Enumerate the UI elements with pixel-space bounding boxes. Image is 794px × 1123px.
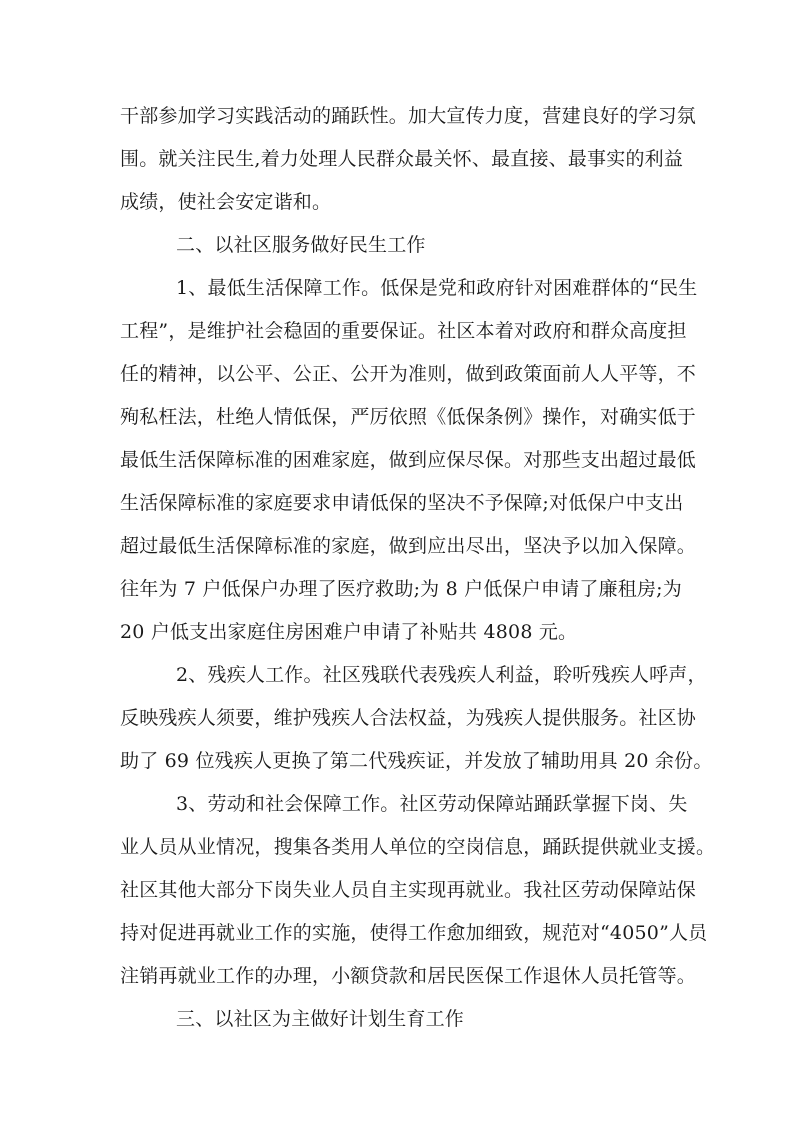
body-text-line: 持对促进再就业工作的实施，使得工作愈加细致，规范对“4050”人员 — [120, 922, 708, 944]
body-text-line: 任的精神，以公平、公正、公开为准则，做到政策面前人人平等，不 — [120, 363, 697, 385]
body-text-line: 生活保障标准的家庭要求申请低保的坚决不予保障;对低保户中支出 — [120, 492, 684, 514]
paragraph-heading-line: 2、残疾人工作。社区残联代表残疾人利益，聆听残疾人呼声， — [176, 664, 707, 686]
body-text-line: 20 户低支出家庭住房困难户申请了补贴共 4808 元。 — [120, 621, 578, 643]
body-text-line: 殉私枉法，杜绝人情低保，严厉依照《低保条例》操作，对确实低于 — [120, 406, 697, 428]
body-text-line: 最低生活保障标准的困难家庭，做到应保尽保。对那些支出超过最低 — [120, 449, 697, 471]
body-text-line: 工程”，是维护社会稳固的重要保证。社区本着对政府和群众高度担 — [120, 320, 687, 342]
body-text-line: 业人员从业情况，搜集各类用人单位的空岗信息，踊跃提供就业支援。 — [120, 836, 716, 858]
section-heading: 二、以社区服务做好民生工作 — [176, 234, 426, 256]
body-text-line: 反映残疾人须要，维护残疾人合法权益，为残疾人提供服务。社区协 — [120, 707, 697, 729]
body-text-line: 注销再就业工作的办理，小额贷款和居民医保工作退休人员托管等。 — [120, 965, 697, 987]
paragraph-heading-line: 1、最低生活保障工作。低保是党和政府针对困难群体的“民生 — [176, 277, 698, 299]
body-text-line: 围。就关注民生,着力处理人民群众最关怀、最直接、最事实的利益 — [120, 148, 684, 170]
paragraph-heading-line: 3、劳动和社会保障工作。社区劳动保障站踊跃掌握下岗、失 — [176, 793, 688, 815]
section-heading: 三、以社区为主做好计划生育工作 — [176, 1008, 465, 1030]
body-text-line: 超过最低生活保障标准的家庭，做到应出尽出，坚决予以加入保障。 — [120, 535, 697, 557]
body-text-line: 社区其他大部分下岗失业人员自主实现再就业。我社区劳动保障站保 — [120, 879, 697, 901]
body-text-line: 干部参加学习实践活动的踊跃性。加大宣传力度，营建良好的学习氛 — [120, 105, 697, 127]
body-text-line: 往年为 7 户低保户办理了医疗救助;为 8 户低保户申请了廉租房;为 — [120, 578, 682, 600]
body-text-line: 助了 69 位残疾人更换了第二代残疾证，并发放了辅助用具 20 余份。 — [120, 750, 713, 772]
body-text-line: 成绩，使社会安定谐和。 — [120, 191, 332, 213]
